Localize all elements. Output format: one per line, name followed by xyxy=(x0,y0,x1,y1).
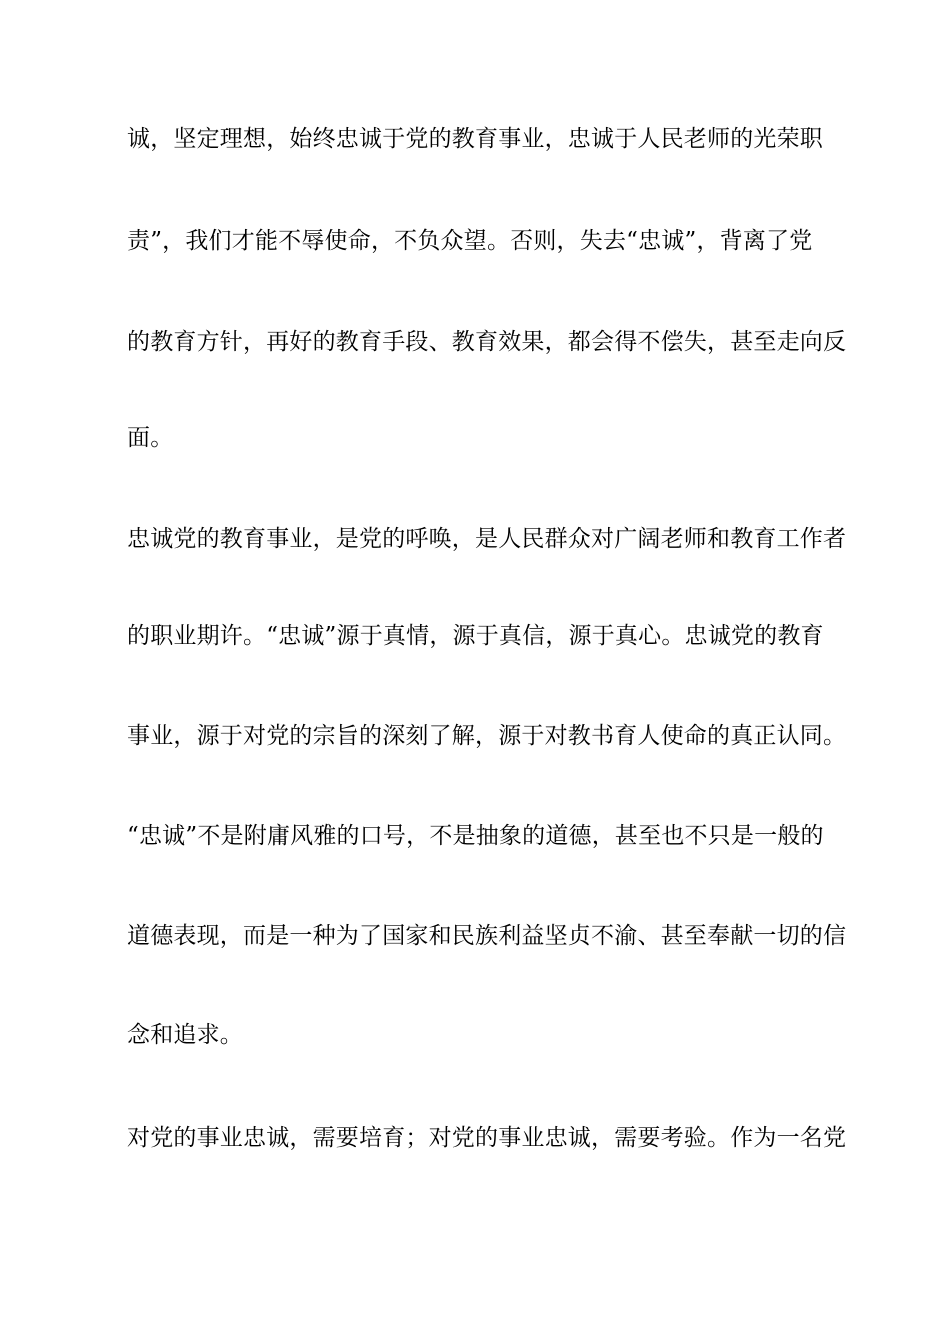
text-line: 的教育方针，再好的教育手段、教育效果，都会得不偿失，甚至走向反 xyxy=(127,329,847,355)
text-line: 念和追求。 xyxy=(127,1022,243,1048)
text-line: 忠诚党的教育事业，是党的呼唤，是人民群众对广阔老师和教育工作者 xyxy=(127,526,847,552)
text-line: 诚，坚定理想，始终忠诚于党的教育事业，忠诚于人民老师的光荣职 xyxy=(127,126,823,152)
text-line: 面。 xyxy=(127,425,174,451)
text-line: 对党的事业忠诚，需要培育；对党的事业忠诚，需要考验。作为一名党 xyxy=(127,1125,847,1151)
text-line: 事业，源于对党的宗旨的深刻了解，源于对教书育人使命的真正认同。 xyxy=(127,723,847,749)
text-line: “忠诚”不是附庸风雅的口号，不是抽象的道德，甚至也不只是一般的 xyxy=(127,823,824,849)
text-line: 责”，我们才能不辱使命，不负众望。否则，失去“忠诚”，背离了党 xyxy=(127,228,813,254)
text-line: 的职业期许。“忠诚”源于真情，源于真信，源于真心。忠诚党的教育 xyxy=(127,623,824,649)
text-line: 道德表现，而是一种为了国家和民族利益坚贞不渝、甚至奉献一切的信 xyxy=(127,923,847,949)
